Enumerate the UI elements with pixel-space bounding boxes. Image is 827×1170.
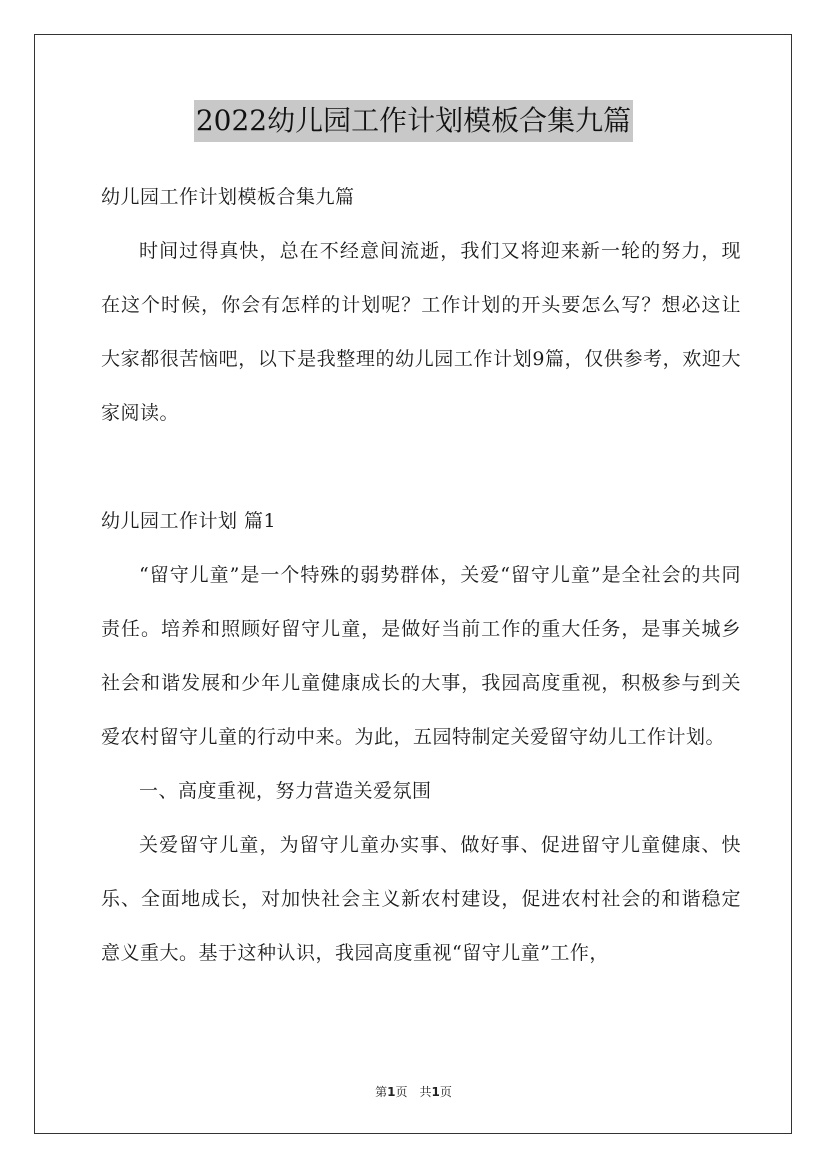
footer-mid: 页 共 (395, 1085, 432, 1099)
document-title: 2022幼儿园工作计划模板合集九篇 (194, 100, 633, 142)
intro-paragraph: 时间过得真快，总在不经意间流逝，我们又将迎来新一轮的努力，现在这个时候，你会有怎样的计划呢？工作计划的开头要怎么写？想必这让大家都很苦恼吧，以下是我整理的幼儿园工作计划9篇，仅供参考，欢迎大家阅读。 (101, 240, 741, 424)
title-area (0, 100, 827, 142)
footer-prefix: 第 (375, 1085, 388, 1099)
page-footer (0, 1083, 827, 1100)
current-page-number: 1 (387, 1085, 396, 1099)
document-body (101, 170, 741, 980)
total-page-number: 1 (431, 1085, 440, 1099)
footer-suffix: 页 (439, 1085, 452, 1099)
section-heading: 幼儿园工作计划 篇1 (101, 510, 277, 532)
point-heading: 一、高度重视，努力营造关爱氛围 (139, 780, 432, 802)
point-paragraph: 关爱留守儿童，为留守儿童办实事、做好事、促进留守儿童健康、快乐、全面地成长，对加快社会主义新农村建设，促进农村社会的和谐稳定意义重大。基于这种认识，我园高度重视“留守儿童”工作， (101, 834, 741, 964)
document-subtitle: 幼儿园工作计划模板合集九篇 (101, 186, 355, 208)
section-paragraph: “留守儿童”是一个特殊的弱势群体，关爱“留守儿童”是全社会的共同责任。培养和照顾好留守儿童，是做好当前工作的重大任务，是事关城乡社会和谐发展和少年儿童健康成长的大事，我园高度重视，积极参与到关爱农村留守儿童的行动中来。为此，五园特制定关爱留守幼儿工作计划。 (101, 564, 741, 748)
